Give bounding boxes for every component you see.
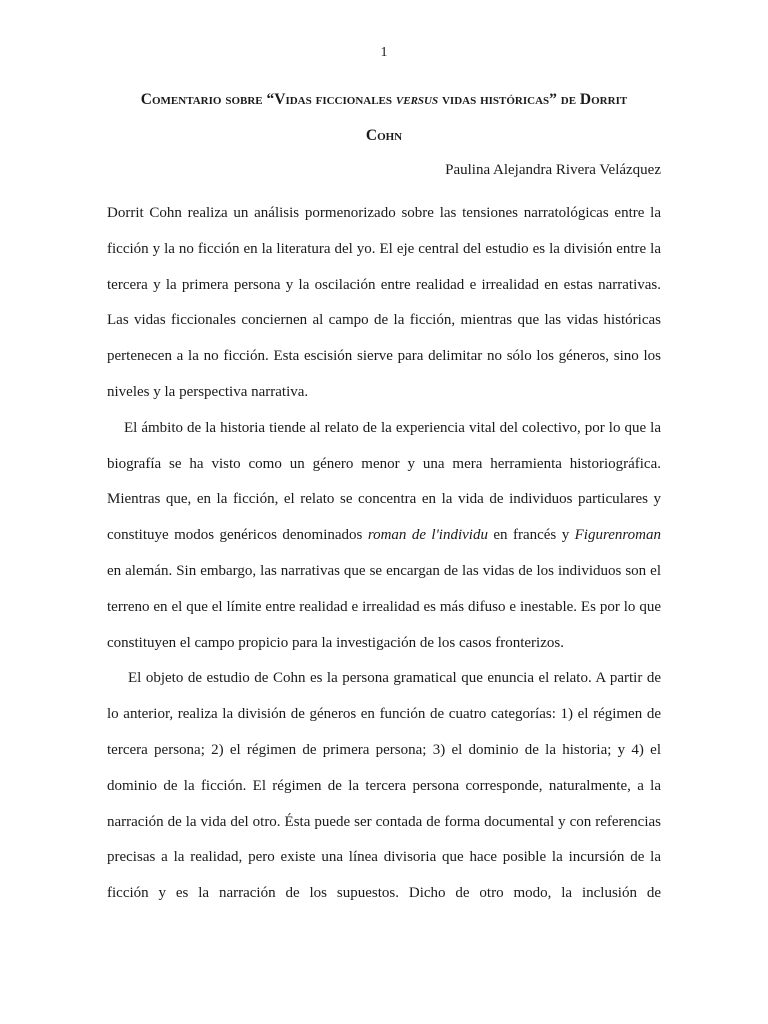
paragraph-2-text-1: El ámbito de la historia tiende al relato de la experiencia vital del colectivo, por lo que la biografía se ha visto como un género menor y una mera herramienta historiográfica. Mientras que, en la ficción, el relato se concentra en la vida de individuos particulares y constituye modos genéricos denominados xyxy=(107,419,661,544)
paragraph-2-text-2: en francés y xyxy=(487,527,575,544)
paragraph-2 xyxy=(107,411,661,662)
paragraph-2-italic-2: Figurenroman xyxy=(574,527,661,544)
document-title-line-2: Cohn xyxy=(365,127,403,144)
paragraph-2-text-3: en alemán. Sin embargo, las narrativas que se encargan de las vidas de los individuos son el terreno en el que el límite entre realidad e irrealidad es más difuso e inestable. Es por lo que constituyen el campo propicio para la investigación de los casos fronterizos. xyxy=(107,562,661,651)
paragraph-2-italic-1: roman de l'individu xyxy=(367,527,488,544)
title-text-part-2: vidas históricas” de Dorrit xyxy=(438,91,628,108)
paragraph-1: Dorrit Cohn realiza un análisis pormenorizado sobre las tensiones narratológicas entre la ficción y la no ficción en la literatura del yo. El eje central del estudio es la división entre la tercera y la primera persona y la oscilación entre realidad e irrealidad en estas narrativas. Las vidas ficcionales conciernen al campo de la ficción, mientras que las vidas históricas pertenecen a la no ficción. Esta escisión sierve para delimitar no sólo los géneros, sino los niveles y la perspectiva narrativa. xyxy=(107,205,661,400)
title-text-part-1: Comentario sobre “Vidas ficcionales xyxy=(140,91,396,108)
document-body xyxy=(107,196,661,912)
page-number: 1 xyxy=(380,45,388,60)
document-title-line-1 xyxy=(107,91,661,109)
author-name: Paulina Alejandra Rivera Velázquez xyxy=(445,162,661,178)
paragraph-3: El objeto de estudio de Cohn es la persona gramatical que enuncia el relato. A partir de lo anterior, realiza la división de géneros en función de cuatro categorías: 1) el régimen de tercera persona; 2) el régimen de primera persona; 3) el dominio de la historia; y 4) el dominio de la ficción. El régimen de la tercera persona corresponde, naturalmente, a la narración de la vida del otro. Ésta puede ser contada de forma documental y con referencias precisas a la realidad, pero existe una línea divisoria que hace posible la incursión de la ficción y es la narración de los supuestos. Dicho de otro modo, la inclusión de xyxy=(107,670,661,902)
title-italic-text: versus xyxy=(395,91,439,108)
